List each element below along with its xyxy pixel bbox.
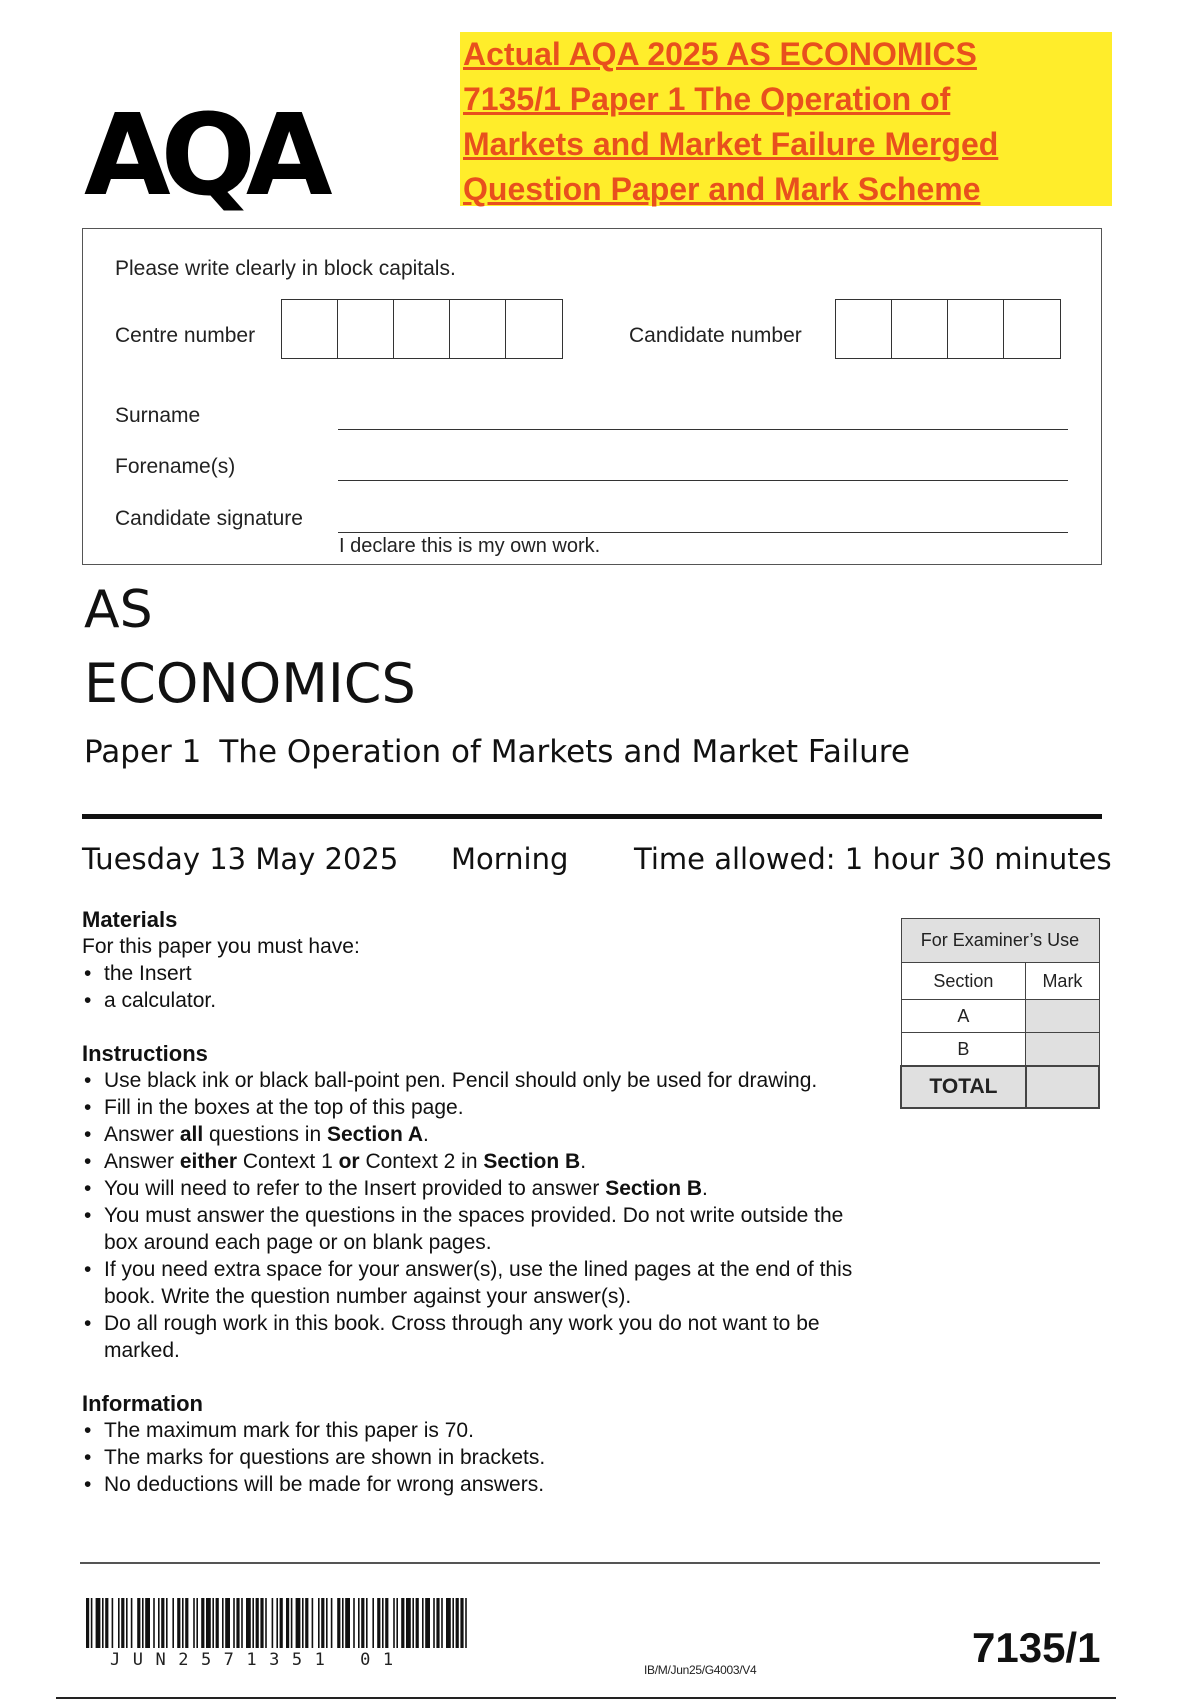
barcode-bar bbox=[446, 1598, 451, 1648]
barcode-bar bbox=[337, 1598, 340, 1648]
barcode-bar bbox=[172, 1598, 174, 1648]
barcode-bar bbox=[456, 1598, 459, 1648]
materials-heading: Materials bbox=[82, 907, 178, 932]
barcode-bar bbox=[105, 1598, 108, 1648]
footer-divider bbox=[80, 1562, 1100, 1564]
materials-intro: For this paper you must have: bbox=[82, 935, 360, 958]
barcode-bar bbox=[102, 1598, 104, 1648]
barcode-bar bbox=[161, 1598, 164, 1648]
barcode-bar bbox=[353, 1598, 355, 1648]
barcode-bar bbox=[372, 1598, 374, 1648]
information-section bbox=[82, 1390, 882, 1498]
section-column-header: Section bbox=[901, 963, 1026, 1000]
instruction-item: • You must answer the questions in the spaces provided. Do not write outside the box around each page or on blank pages. bbox=[82, 1202, 882, 1256]
barcode-bar bbox=[212, 1598, 214, 1648]
banner-line-3: Markets and Market Failure Merged bbox=[463, 126, 999, 162]
materials-item: • the Insert bbox=[82, 960, 882, 987]
barcode-bar bbox=[331, 1598, 333, 1648]
materials-section bbox=[82, 906, 882, 1014]
instruction-item: • Fill in the boxes at the top of this page. bbox=[82, 1094, 882, 1121]
forenames-field[interactable] bbox=[338, 480, 1068, 481]
barcode-bar bbox=[385, 1598, 388, 1648]
barcode-bar bbox=[96, 1598, 101, 1648]
block-capitals-instruction: Please write clearly in block capitals. bbox=[115, 257, 456, 280]
candidate-number-box[interactable] bbox=[892, 300, 948, 358]
information-item: • No deductions will be made for wrong answers. bbox=[82, 1471, 882, 1498]
barcode-bar bbox=[233, 1598, 235, 1648]
barcode-bar bbox=[126, 1598, 128, 1648]
barcode-bar bbox=[222, 1598, 224, 1648]
title-divider bbox=[82, 814, 1102, 819]
barcode-bar bbox=[452, 1598, 454, 1648]
barcode-bar bbox=[142, 1598, 144, 1648]
barcode-bar bbox=[241, 1598, 243, 1648]
barcode-bar bbox=[252, 1598, 254, 1648]
instructions-section bbox=[82, 1040, 882, 1364]
aqa-logo: AQA bbox=[84, 91, 323, 221]
barcode-bar bbox=[286, 1598, 289, 1648]
barcode-bar bbox=[256, 1598, 259, 1648]
mark-column-header: Mark bbox=[1026, 963, 1099, 1000]
barcode-bar bbox=[312, 1598, 314, 1648]
barcode-bar bbox=[460, 1598, 463, 1648]
barcode-bar bbox=[118, 1598, 120, 1648]
barcode-bar bbox=[433, 1598, 435, 1648]
instruction-item: • Answer all questions in Section A. bbox=[82, 1121, 882, 1148]
barcode-bar bbox=[326, 1598, 328, 1648]
barcode-bar bbox=[406, 1598, 411, 1648]
barcode-bar bbox=[412, 1598, 414, 1648]
barcode-bar bbox=[276, 1598, 278, 1648]
barcode-bar bbox=[265, 1598, 267, 1648]
barcode-digits: JUN2571351 01 bbox=[110, 1650, 406, 1670]
centre-number-box[interactable] bbox=[506, 300, 562, 358]
barcode-bar bbox=[260, 1598, 263, 1648]
barcode-bar bbox=[305, 1598, 308, 1648]
barcode-bar bbox=[206, 1598, 211, 1648]
barcode-bar bbox=[366, 1598, 368, 1648]
qualification-level: AS bbox=[84, 580, 153, 640]
barcode-bar bbox=[396, 1598, 398, 1648]
barcode-bar bbox=[272, 1598, 274, 1648]
barcode-bar bbox=[196, 1598, 198, 1648]
exam-session: Morning bbox=[451, 842, 569, 876]
exam-date: Tuesday 13 May 2025 bbox=[82, 842, 399, 876]
examiner-use-table bbox=[900, 918, 1100, 1109]
candidate-number-box[interactable] bbox=[836, 300, 892, 358]
document-reference: IB/M/Jun25/G4003/V4 bbox=[644, 1663, 757, 1677]
total-label-cell: TOTAL bbox=[901, 1066, 1026, 1108]
barcode-bar bbox=[436, 1598, 439, 1648]
banner-line-1: Actual AQA 2025 AS ECONOMICS bbox=[463, 36, 977, 72]
barcode-bar bbox=[86, 1598, 89, 1648]
instruction-item: • Use black ink or black ball-point pen. Pencil should only be used for drawing. bbox=[82, 1067, 882, 1094]
centre-number-box[interactable] bbox=[394, 300, 450, 358]
candidate-number-box[interactable] bbox=[948, 300, 1004, 358]
page-base-rule bbox=[56, 1697, 1116, 1699]
candidate-number-grid[interactable] bbox=[835, 299, 1061, 359]
barcode-bar bbox=[382, 1598, 384, 1648]
information-item: • The marks for questions are shown in brackets. bbox=[82, 1444, 882, 1471]
surname-label: Surname bbox=[115, 404, 201, 427]
centre-number-grid[interactable] bbox=[281, 299, 563, 359]
centre-number-label: Centre number bbox=[115, 324, 256, 347]
barcode-bar bbox=[280, 1598, 283, 1648]
candidate-number-box[interactable] bbox=[1004, 300, 1060, 358]
examiner-table-title: For Examiner’s Use bbox=[901, 919, 1099, 963]
information-heading: Information bbox=[82, 1391, 203, 1416]
instruction-item: • You will need to refer to the Insert provided to answer Section B. bbox=[82, 1175, 882, 1202]
barcode-bar bbox=[145, 1598, 150, 1648]
barcode-bar bbox=[236, 1598, 239, 1648]
barcode-bar bbox=[182, 1598, 184, 1648]
candidate-number-label: Candidate number bbox=[629, 324, 802, 347]
materials-item: • a calculator. bbox=[82, 987, 882, 1014]
section-a-mark-cell bbox=[1026, 1000, 1099, 1033]
signature-field[interactable] bbox=[338, 532, 1068, 533]
subject-title: ECONOMICS bbox=[84, 652, 416, 715]
barcode-bar bbox=[201, 1598, 204, 1648]
centre-number-box[interactable] bbox=[450, 300, 506, 358]
barcode-bar bbox=[153, 1598, 155, 1648]
barcode-bar bbox=[318, 1598, 320, 1648]
signature-label: Candidate signature bbox=[115, 507, 303, 530]
paper-number: Paper 1 bbox=[84, 734, 202, 770]
barcode-bar bbox=[131, 1598, 133, 1648]
centre-number-box[interactable] bbox=[338, 300, 394, 358]
centre-number-box[interactable] bbox=[282, 300, 338, 358]
paper-code: 7135/1 bbox=[972, 1624, 1101, 1671]
barcode-bar bbox=[345, 1598, 350, 1648]
section-b-cell: B bbox=[901, 1033, 1026, 1067]
barcode-bar bbox=[112, 1598, 114, 1648]
barcode-bar bbox=[342, 1598, 344, 1648]
surname-field[interactable] bbox=[338, 429, 1068, 430]
paper-name: The Operation of Markets and Market Failure bbox=[219, 734, 910, 770]
barcode-bar bbox=[358, 1598, 360, 1648]
barcode-bar bbox=[465, 1598, 467, 1648]
barcode-bar bbox=[121, 1598, 124, 1648]
total-mark-cell bbox=[1026, 1066, 1099, 1108]
instruction-item: • If you need extra space for your answer(s), use the lined pages at the end of this book. Write the question number against your answer(s). bbox=[82, 1256, 882, 1310]
time-allowed: Time allowed: 1 hour 30 minutes bbox=[634, 842, 1112, 876]
barcode-bar bbox=[185, 1598, 188, 1648]
barcode-bar bbox=[158, 1598, 160, 1648]
barcode-bar bbox=[416, 1598, 419, 1648]
instruction-item: • Do all rough work in this book. Cross through any work you do not want to be marked. bbox=[82, 1310, 882, 1364]
barcode-bar bbox=[296, 1598, 301, 1648]
barcode-bar bbox=[321, 1598, 324, 1648]
instruction-item: • Answer either Context 1 or Context 2 in Section B. bbox=[82, 1148, 882, 1175]
paper-title bbox=[84, 734, 910, 770]
barcode-bar bbox=[177, 1598, 180, 1648]
banner-line-4: Question Paper and Mark Scheme bbox=[463, 171, 981, 207]
barcode-bar bbox=[193, 1598, 195, 1648]
candidate-details-box bbox=[82, 228, 1102, 565]
title-banner bbox=[460, 32, 1112, 206]
section-b-mark-cell bbox=[1026, 1033, 1099, 1067]
barcode-image bbox=[86, 1598, 470, 1648]
barcode-bar bbox=[441, 1598, 443, 1648]
barcode-bar bbox=[377, 1598, 380, 1648]
information-item: • The maximum mark for this paper is 70. bbox=[82, 1417, 882, 1444]
barcode-bar bbox=[393, 1598, 395, 1648]
barcode-bar bbox=[166, 1598, 168, 1648]
instructions-heading: Instructions bbox=[82, 1041, 208, 1066]
barcode-bar bbox=[302, 1598, 304, 1648]
banner-line-2: 7135/1 Paper 1 The Operation of bbox=[463, 81, 951, 117]
forenames-label: Forename(s) bbox=[115, 455, 236, 478]
barcode-bar bbox=[425, 1598, 430, 1648]
barcode-bar bbox=[225, 1598, 230, 1648]
barcode-bar bbox=[91, 1598, 93, 1648]
declaration-text: I declare this is my own work. bbox=[339, 535, 601, 557]
barcode-bar bbox=[422, 1598, 424, 1648]
section-a-cell: A bbox=[901, 1000, 1026, 1033]
barcode-bar bbox=[401, 1598, 404, 1648]
barcode-bar bbox=[216, 1598, 219, 1648]
barcode-bar bbox=[246, 1598, 251, 1648]
barcode-bar bbox=[291, 1598, 293, 1648]
barcode-bar bbox=[137, 1598, 140, 1648]
barcode-bar bbox=[361, 1598, 364, 1648]
